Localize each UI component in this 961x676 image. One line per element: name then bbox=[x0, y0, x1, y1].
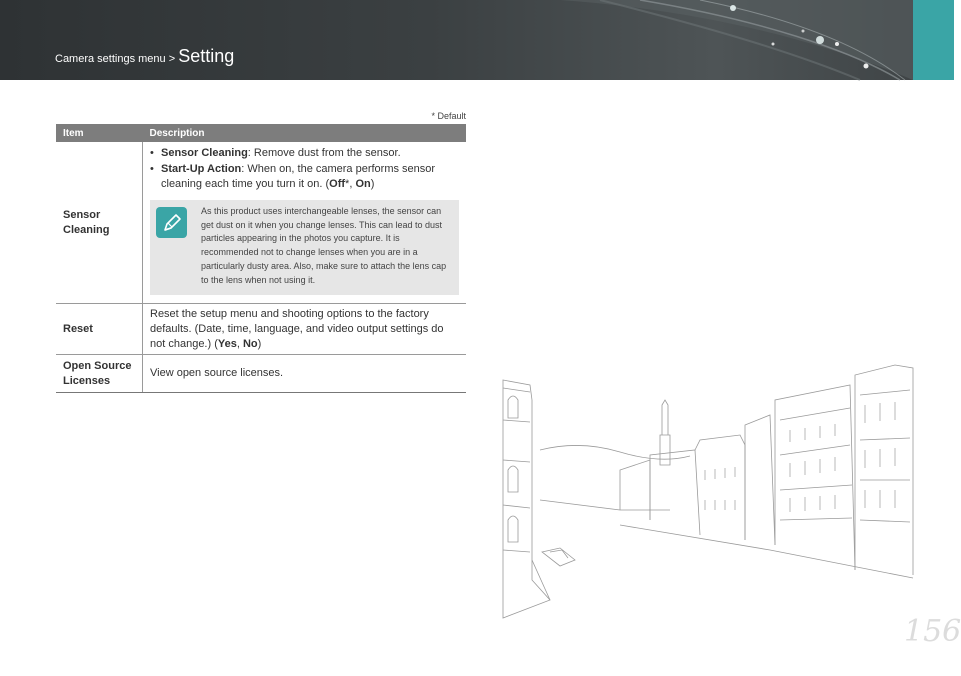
table-header-row bbox=[56, 124, 466, 142]
page-number: 156 bbox=[904, 614, 961, 649]
option-value: On bbox=[355, 178, 371, 190]
page-title: Setting bbox=[178, 46, 235, 66]
option-value: Yes bbox=[217, 337, 237, 350]
note-text: As this product uses interchangeable lenses, the sensor can get dust on it when you change lenses. This can lead to dust particles appearing in the photos you capture. It is recommended not to change lenses when you are in a particularly dusty area. Also, make sure to attach the lens cap to the lens when not using it. bbox=[201, 206, 447, 285]
desc-reset bbox=[143, 304, 467, 355]
option-text: Reset the setup menu and shooting options to the factory defaults. (Date, time, language, and video output settings do not change.) ( bbox=[150, 307, 444, 350]
header-description: Description bbox=[143, 124, 467, 142]
option-label: Start-Up Action bbox=[161, 163, 242, 175]
option-value: No bbox=[242, 337, 258, 350]
pencil-note-icon bbox=[156, 207, 187, 238]
note-box bbox=[150, 200, 459, 295]
item-label: Sensor Cleaning bbox=[63, 208, 110, 236]
separator: *, bbox=[345, 178, 356, 190]
option-text: View open source licenses. bbox=[150, 367, 284, 380]
option-text: : When on, the camera performs sensor cleaning each time you turn it on. ( bbox=[161, 163, 436, 190]
desc-open-source-licenses bbox=[143, 355, 467, 393]
list-item bbox=[150, 146, 459, 161]
item-label: Reset bbox=[63, 322, 93, 335]
desc-sensor-cleaning bbox=[143, 142, 467, 304]
item-open-source-licenses bbox=[56, 355, 143, 393]
table-row bbox=[56, 304, 466, 355]
option-text: : Remove dust from the sensor. bbox=[247, 147, 401, 159]
header-decoration bbox=[0, 0, 954, 80]
option-label: Sensor Cleaning bbox=[161, 147, 248, 159]
item-reset bbox=[56, 304, 143, 355]
separator: ) bbox=[257, 337, 262, 350]
header-accent bbox=[913, 0, 954, 80]
item-sensor-cleaning bbox=[56, 142, 143, 304]
table-row bbox=[56, 142, 466, 304]
table-row bbox=[56, 355, 466, 393]
breadcrumb-parent: Camera settings menu > bbox=[55, 53, 176, 65]
breadcrumb bbox=[55, 46, 234, 67]
header-banner bbox=[0, 0, 954, 80]
item-label: Open Source Licenses bbox=[63, 359, 132, 387]
settings-table bbox=[56, 124, 466, 393]
separator: ) bbox=[370, 178, 375, 190]
option-value: Off bbox=[329, 178, 346, 190]
separator: , bbox=[236, 337, 243, 350]
header-item: Item bbox=[56, 124, 143, 142]
city-sketch-illustration bbox=[500, 360, 914, 622]
default-note: * Default bbox=[431, 111, 466, 121]
list-item bbox=[150, 162, 459, 192]
bullet-list bbox=[150, 146, 459, 192]
